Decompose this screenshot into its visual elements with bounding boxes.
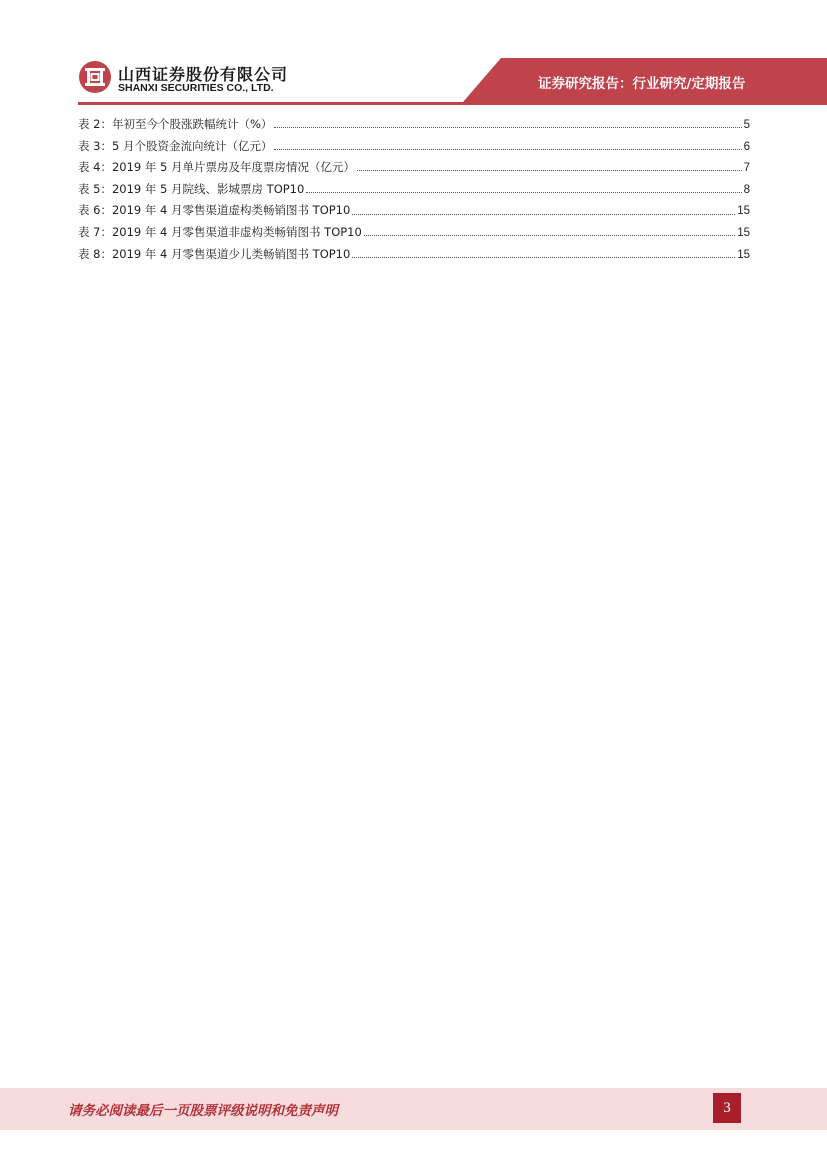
table-of-contents [78, 114, 750, 265]
header-divider [78, 102, 827, 105]
toc-leader-dots [357, 162, 742, 171]
toc-entry-title: 表 8：2019 年 4 月零售渠道少儿类畅销图书 TOP10 [78, 246, 351, 261]
toc-entry-page: 15 [737, 205, 750, 218]
toc-entry-page: 15 [737, 226, 750, 239]
toc-entry[interactable] [78, 179, 750, 201]
toc-entry[interactable] [78, 222, 750, 244]
toc-entry-title: 表 5：2019 年 5 月院线、影城票房 TOP10 [78, 181, 305, 196]
toc-entry-title: 表 3：5 月个股资金流向统计（亿元） [78, 138, 273, 153]
toc-leader-dots [352, 206, 735, 215]
footer-disclaimer: 请务必阅读最后一页股票评级说明和免责声明 [68, 1103, 338, 1119]
toc-entry[interactable] [78, 244, 750, 266]
shanxi-securities-logo-icon [78, 60, 112, 94]
toc-leader-dots [364, 227, 735, 236]
toc-entry-page: 6 [743, 140, 750, 153]
toc-entry-title: 表 6：2019 年 4 月零售渠道虚构类畅销图书 TOP10 [78, 203, 351, 218]
page-number-badge: 3 [713, 1093, 741, 1123]
toc-leader-dots [274, 141, 741, 150]
toc-leader-dots [352, 249, 735, 258]
toc-entry-title: 表 2：年初至今个股涨跌幅统计（%） [78, 117, 273, 131]
toc-leader-dots [306, 184, 741, 193]
company-name-cn: 山西证券股份有限公司 [118, 65, 289, 84]
toc-entry[interactable] [78, 136, 750, 158]
toc-entry[interactable] [78, 200, 750, 222]
company-name-en: SHANXI SECURITIES CO., LTD. [118, 82, 274, 94]
report-type-title: 证券研究报告：行业研究/定期报告 [538, 76, 746, 92]
toc-entry-title: 表 4：2019 年 5 月单片票房及年度票房情况（亿元） [78, 160, 356, 175]
toc-entry-page: 15 [737, 248, 750, 261]
toc-entry-title: 表 7：2019 年 4 月零售渠道非虚构类畅销图书 TOP10 [78, 224, 362, 239]
toc-entry[interactable] [78, 157, 750, 179]
toc-entry-page: 5 [743, 119, 750, 131]
toc-entry-page: 7 [743, 162, 750, 175]
page-header [0, 0, 827, 110]
toc-leader-dots [274, 119, 741, 128]
toc-entry-page: 8 [743, 183, 750, 196]
toc-entry[interactable] [78, 114, 750, 136]
